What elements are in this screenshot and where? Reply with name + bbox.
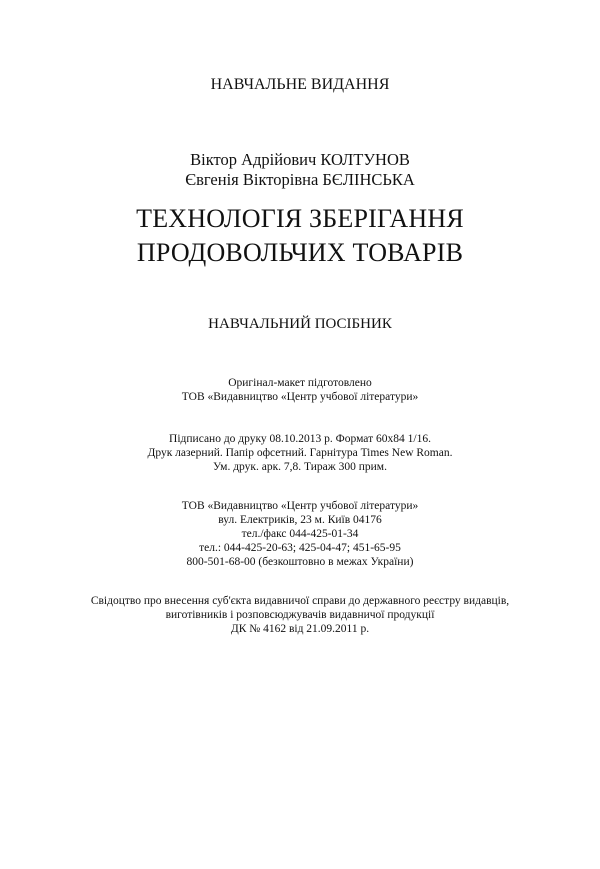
author-name: Віктор Адрійович КОЛТУНОВ <box>190 150 410 169</box>
publisher-info-line: 800-501-68-00 (безкоштовно в межах України) <box>186 556 414 568</box>
layout-note-line: Оригінал-макет підготовлено <box>228 377 372 389</box>
print-info-line: Підписано до друку 08.10.2013 р. Формат 60x84 1/16. <box>169 433 431 445</box>
print-info-line: Друк лазерний. Папір офсетний. Гарнітура Times New Roman. <box>147 447 453 459</box>
certificate-line: Свідоцтво про внесення суб'єкта видавничої справи до державного реєстру видавців, <box>90 595 510 607</box>
book-subtitle: НАВЧАЛЬНИЙ ПОСІБНИК <box>208 316 392 332</box>
certificate-line: виготівників і розповсюджувачів видавничої продукції <box>165 609 435 621</box>
layout-note-line: ТОВ «Видавництво «Центр учбової літератури» <box>181 391 419 403</box>
publisher-info-line: ТОВ «Видавництво «Центр учбової літератури» <box>181 500 419 512</box>
publisher-info-line: вул. Електриків, 23 м. Київ 04176 <box>218 514 382 526</box>
publisher-info-line: тел./факс 044-425-01-34 <box>241 528 359 540</box>
certificate-line: ДК № 4162 від 21.09.2011 р. <box>230 623 370 635</box>
print-info-line: Ум. друк. арк. 7,8. Тираж 300 прим. <box>213 461 387 473</box>
book-title-line: ТЕХНОЛОГІЯ ЗБЕРІГАННЯ <box>136 204 464 233</box>
book-title-line: ПРОДОВОЛЬЧИХ ТОВАРІВ <box>136 238 464 267</box>
author-name: Євгенія Вікторівна БЄЛІНСЬКА <box>185 170 415 189</box>
publisher-info-line: тел.: 044-425-20-63; 425-04-47; 451-65-95 <box>199 542 401 554</box>
edition-type: НАВЧАЛЬНЕ ВИДАННЯ <box>210 76 390 93</box>
